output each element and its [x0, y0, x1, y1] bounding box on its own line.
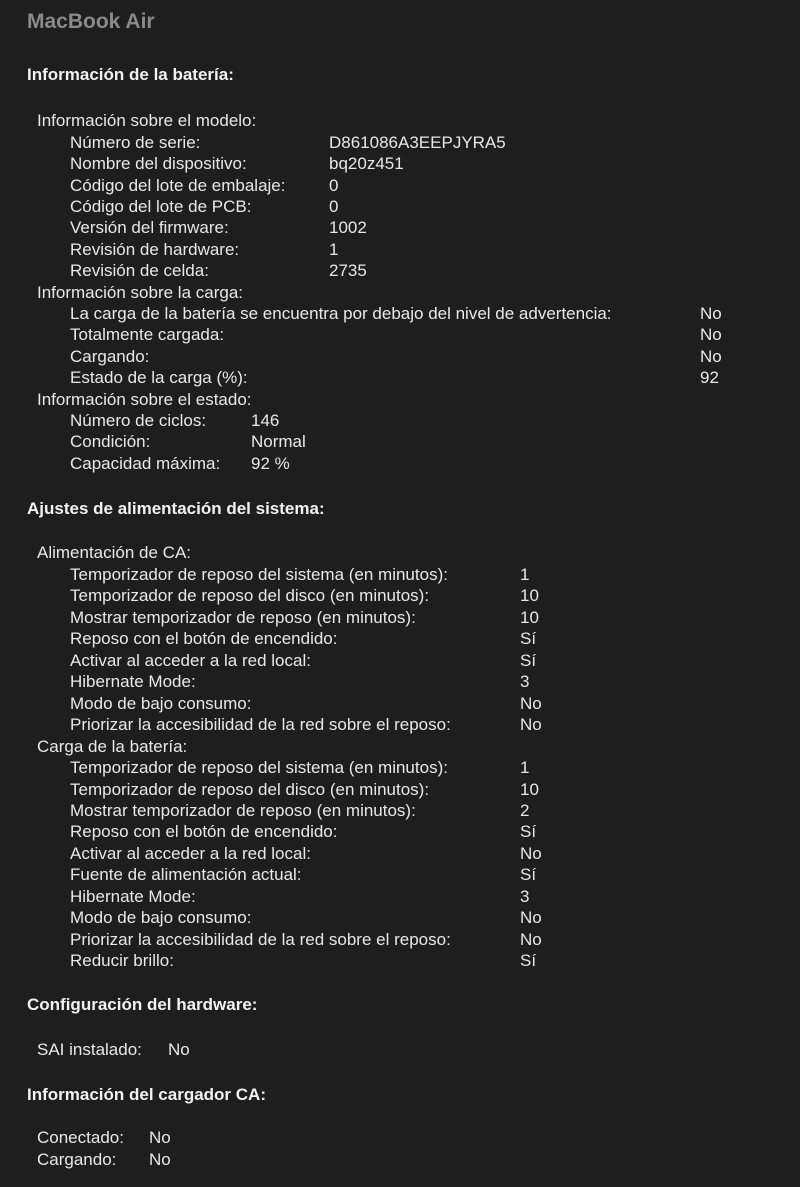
- row-value: 3: [520, 672, 530, 691]
- list-item: [70, 865, 537, 886]
- row-key: Código del lote de embalaje:: [70, 176, 286, 195]
- row-value: 1: [329, 240, 339, 259]
- row-key: Modo de bajo consumo:: [70, 694, 252, 713]
- list-item: [70, 694, 542, 715]
- list-item: [70, 368, 719, 389]
- row-key: Estado de la carga (%):: [70, 368, 248, 387]
- group-label-battery-power: Carga de la batería:: [37, 737, 188, 756]
- row-key: Hibernate Mode:: [70, 672, 196, 691]
- row-key: Versión del firmware:: [70, 218, 229, 237]
- row-key: Cargando:: [70, 347, 150, 366]
- row-value: No: [700, 347, 722, 366]
- row-key: Fuente de alimentación actual:: [70, 865, 302, 884]
- row-value: No: [520, 715, 542, 734]
- row-value: 0: [329, 197, 339, 216]
- row-key: Revisión de celda:: [70, 261, 209, 280]
- row-value: 10: [520, 608, 539, 627]
- row-key: Mostrar temporizador de reposo (en minutos):: [70, 801, 416, 820]
- row-key: Reducir brillo:: [70, 951, 174, 970]
- row-value: bq20z451: [329, 154, 404, 173]
- row-value: No: [168, 1040, 190, 1059]
- list-item: [70, 822, 537, 843]
- row-key: Condición:: [70, 432, 151, 451]
- list-item: [70, 651, 537, 672]
- list-item: [37, 1040, 190, 1061]
- row-key: Código del lote de PCB:: [70, 197, 252, 216]
- row-key: Modo de bajo consumo:: [70, 908, 252, 927]
- row-value: 3: [520, 887, 530, 906]
- row-value: 92: [700, 368, 719, 387]
- row-key: Nombre del dispositivo:: [70, 154, 247, 173]
- row-value: Sí: [520, 865, 537, 884]
- row-key: SAI instalado:: [37, 1040, 142, 1059]
- row-key: Activar al acceder a la red local:: [70, 651, 311, 670]
- row-key: Número de serie:: [70, 133, 201, 152]
- row-key: Mostrar temporizador de reposo (en minutos):: [70, 608, 416, 627]
- list-item: [70, 133, 506, 154]
- group-label-ac: Alimentación de CA:: [37, 543, 192, 562]
- list-item: [70, 715, 542, 736]
- row-key: La carga de la batería se encuentra por debajo del nivel de advertencia:: [70, 304, 612, 323]
- section-heading-power: Ajustes de alimentación del sistema:: [27, 499, 325, 518]
- row-key: Cargando:: [37, 1150, 117, 1169]
- row-value: 1002: [329, 218, 367, 237]
- list-item: [70, 347, 722, 368]
- row-value: 1: [520, 758, 530, 777]
- row-key: Temporizador de reposo del sistema (en minutos):: [70, 565, 448, 584]
- row-value: 92 %: [251, 454, 290, 473]
- row-value: No: [520, 694, 542, 713]
- row-value: Sí: [520, 822, 537, 841]
- row-key: Reposo con el botón de encendido:: [70, 822, 338, 841]
- row-key: Conectado:: [37, 1128, 124, 1147]
- list-item: [70, 801, 530, 822]
- row-value: Sí: [520, 629, 537, 648]
- row-key: Temporizador de reposo del sistema (en minutos):: [70, 758, 448, 777]
- list-item: [37, 1128, 171, 1149]
- row-value: No: [149, 1128, 171, 1147]
- row-value: Normal: [251, 432, 306, 451]
- row-value: Sí: [520, 951, 537, 970]
- list-item: [70, 218, 367, 239]
- row-key: Capacidad máxima:: [70, 454, 221, 473]
- row-value: 146: [251, 411, 280, 430]
- section-heading-charger: Información del cargador CA:: [27, 1085, 266, 1104]
- row-value: 10: [520, 780, 539, 799]
- list-item: [70, 565, 530, 586]
- row-value: Sí: [520, 651, 537, 670]
- group-label-health: Información sobre el estado:: [37, 390, 252, 409]
- list-item: [70, 908, 542, 929]
- section-heading-hardware: Configuración del hardware:: [27, 995, 258, 1014]
- list-item: [70, 780, 539, 801]
- row-value: No: [520, 844, 542, 863]
- row-value: 1: [520, 565, 530, 584]
- list-item: [70, 154, 404, 175]
- row-value: 2: [520, 801, 530, 820]
- row-key: Hibernate Mode:: [70, 887, 196, 906]
- list-item: [70, 758, 530, 779]
- list-item: [70, 951, 537, 972]
- row-value: No: [700, 325, 722, 344]
- row-value: D861086A3EEPJYRA5: [329, 133, 506, 152]
- list-item: [70, 432, 306, 453]
- row-value: 10: [520, 586, 539, 605]
- row-value: 2735: [329, 261, 367, 280]
- row-key: Temporizador de reposo del disco (en minutos):: [70, 586, 430, 605]
- list-item: [70, 240, 339, 261]
- row-key: Totalmente cargada:: [70, 325, 225, 344]
- list-item: [70, 261, 367, 282]
- row-key: Priorizar la accesibilidad de la red sobre el reposo:: [70, 930, 451, 949]
- row-value: No: [700, 304, 722, 323]
- list-item: [70, 176, 339, 197]
- window-title: MacBook Air: [27, 10, 155, 33]
- list-item: [70, 844, 542, 865]
- row-key: Número de ciclos:: [70, 411, 207, 430]
- group-label-model: Información sobre el modelo:: [37, 111, 257, 130]
- list-item: [37, 1150, 171, 1171]
- row-key: Temporizador de reposo del disco (en minutos):: [70, 780, 430, 799]
- row-value: 0: [329, 176, 339, 195]
- list-item: [70, 608, 539, 629]
- list-item: [70, 325, 722, 346]
- row-value: No: [520, 908, 542, 927]
- section-heading-battery: Información de la batería:: [27, 65, 234, 84]
- row-key: Activar al acceder a la red local:: [70, 844, 311, 863]
- list-item: [70, 930, 542, 951]
- list-item: [70, 586, 539, 607]
- list-item: [70, 887, 530, 908]
- row-key: Reposo con el botón de encendido:: [70, 629, 338, 648]
- group-label-charge: Información sobre la carga:: [37, 283, 243, 302]
- list-item: [70, 197, 339, 218]
- list-item: [70, 454, 290, 475]
- list-item: [70, 411, 280, 432]
- row-value: No: [149, 1150, 171, 1169]
- row-key: Priorizar la accesibilidad de la red sobre el reposo:: [70, 715, 451, 734]
- list-item: [70, 304, 722, 325]
- row-value: No: [520, 930, 542, 949]
- list-item: [70, 672, 530, 693]
- list-item: [70, 629, 537, 650]
- row-key: Revisión de hardware:: [70, 240, 240, 259]
